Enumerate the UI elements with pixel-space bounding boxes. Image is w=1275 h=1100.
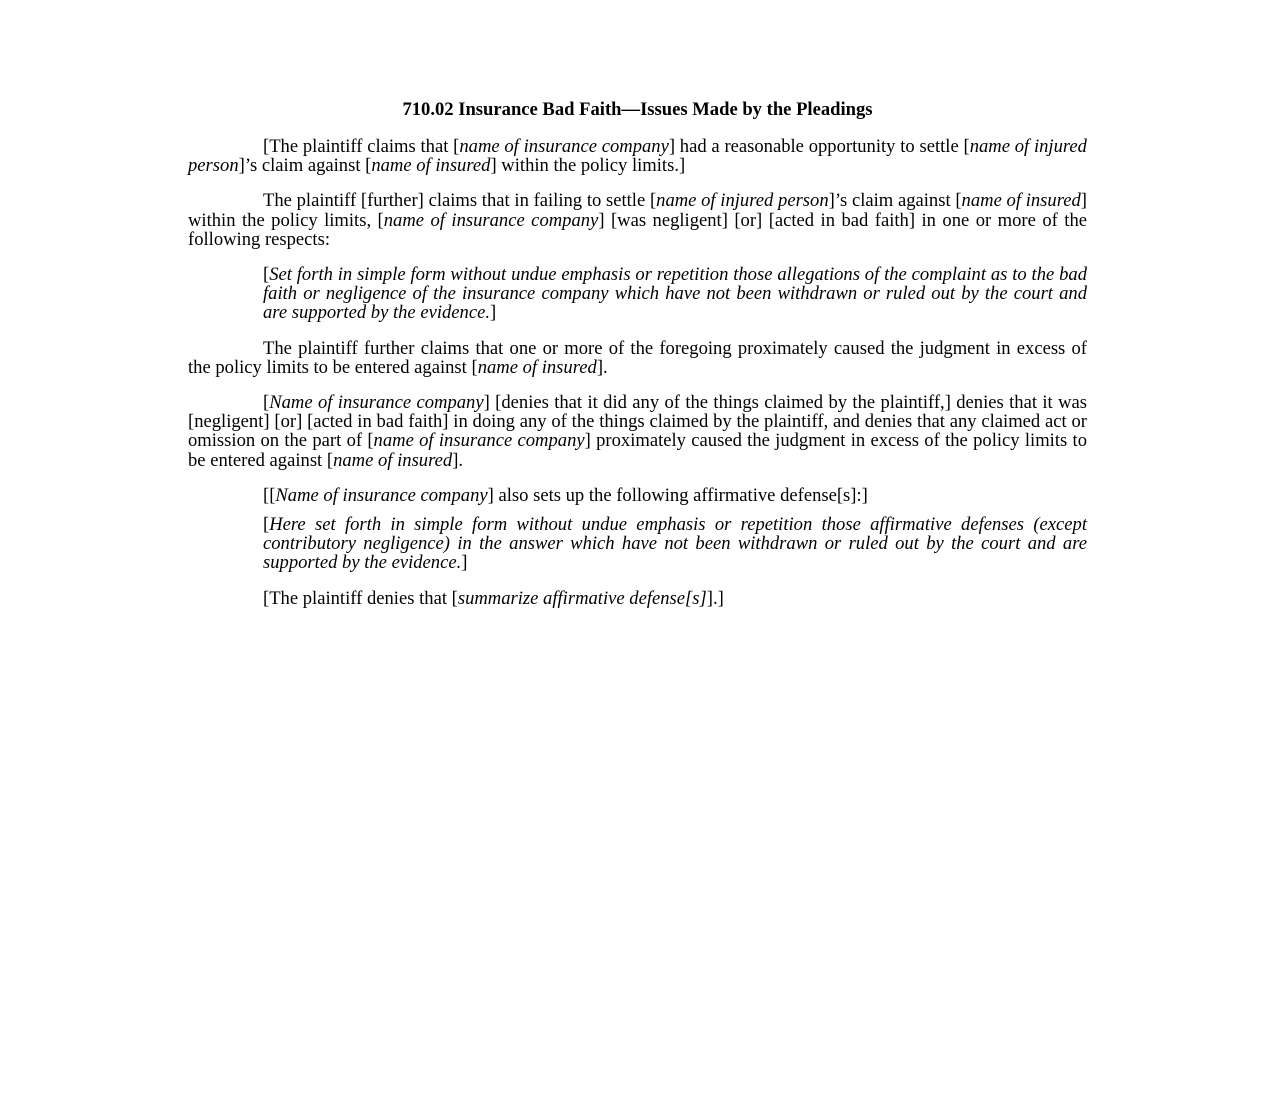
paragraph-plaintiff-claim: [The plaintiff claims that [name of insurance company] had a reasonable opportunity to settle [name of injured person]’s claim against [name of insured] within the policy limits.] [188, 136, 1087, 177]
placeholder-injured-person: name of injured person [656, 190, 829, 212]
placeholder-insured: name of insured [961, 190, 1081, 212]
paragraph-failure-to-settle: The plaintiff [further] claims that in failing to settle [name of injured person]’s claim against [name of insured] within the policy limits, [name of insurance company] [was negligent] [or] [acted in bad faith] in one or more of the following respects: [188, 190, 1087, 250]
placeholder-insurance-company: name of insurance company [383, 209, 599, 231]
placeholder-insured: name of insured [477, 356, 597, 378]
placeholder-insurance-company: name of insurance company [373, 430, 585, 452]
placeholder-insurance-company: name of insurance company [459, 136, 669, 157]
placeholder-insurance-company: Name of insurance company [269, 392, 484, 414]
placeholder-affirmative-defense: summarize affirmative defense[s] [457, 587, 707, 609]
placeholder-insured: name of insured [333, 449, 453, 471]
paragraph-affirmative-defense: [[Name of insurance company] also sets up the following affirmative defense[s]:] [263, 484, 868, 506]
placeholder-insured: name of insured [371, 155, 491, 177]
placeholder-injured-person: name of injured person [188, 136, 1087, 177]
document-title: 710.02 Insurance Bad Faith—Issues Made by the Pleadings [402, 99, 873, 120]
placeholder-insurance-company: Name of insurance company [275, 484, 488, 506]
paragraph-plaintiff-denies: [The plaintiff denies that [summarize affirmative defense[s]].] [263, 587, 724, 609]
instruction-affirmative-defenses: [Here set forth in simple form without undue emphasis or repetition those affirmative defenses (except contributory negligence) in the answer which have not been withdrawn or ruled out by the court and are supported by the evidence.] [263, 514, 1087, 574]
document-page [188, 99, 1087, 624]
paragraph-denial: [Name of insurance company] [denies that it did any of the things claimed by the plaintiff,] denies that it was [negligent] [or] [acted in bad faith] in doing any of the things claimed by the plaintiff, and denies that any claimed act or omission on the part of [name of insurance company] proximately caused the judgment in excess of the policy limits to be entered against [name of insured]. [188, 392, 1087, 471]
instruction-allegations: [Set forth in simple form without undue emphasis or repetition those allegations of the complaint as to the bad faith or negligence of the insurance company which have not been withdrawn or ruled out by the court and are supported by the evidence.] [263, 264, 1087, 324]
paragraph-proximate-cause: The plaintiff further claims that one or more of the foregoing proximately caused the judgment in excess of the policy limits to be entered against [name of insured]. [188, 337, 1087, 378]
